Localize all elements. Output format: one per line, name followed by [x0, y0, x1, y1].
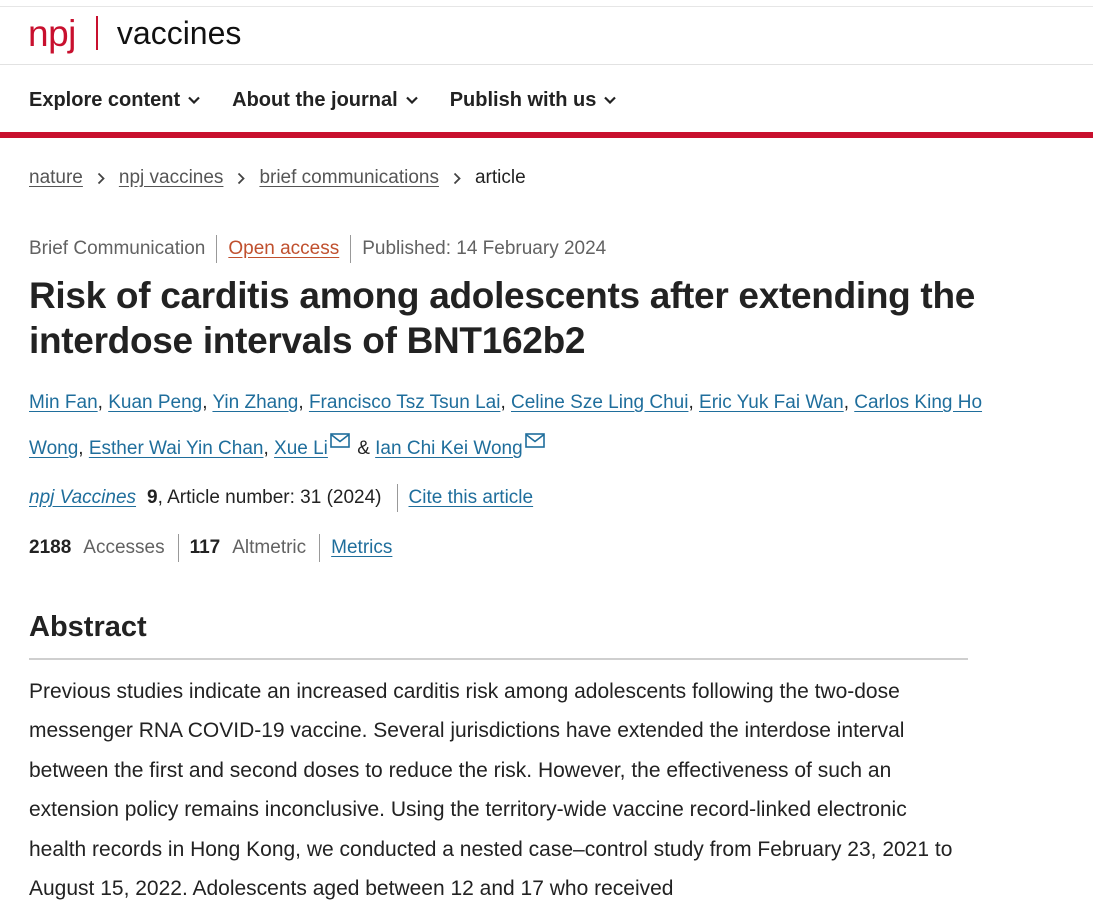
published-date: Published: 14 February 2024 [362, 238, 607, 259]
logo-npj: npj [28, 12, 76, 54]
accesses-label: Accesses [83, 537, 165, 558]
breadcrumb-nature[interactable]: nature [29, 167, 83, 188]
author-link[interactable]: Celine Sze Ling Chui [511, 392, 689, 413]
author-link[interactable]: Xue Li [274, 438, 328, 459]
cite-this-article-link[interactable]: Cite this article [408, 487, 534, 508]
chevron-down-icon [604, 96, 616, 104]
journal-logo[interactable] [28, 8, 241, 58]
breadcrumb-brief-communications[interactable]: brief communications [259, 167, 439, 188]
journal-link[interactable]: npj Vaccines [29, 487, 137, 508]
author-link[interactable]: Francisco Tsz Tsun Lai [308, 392, 501, 413]
nav-label: About the journal [232, 88, 398, 111]
breadcrumb-current: article [474, 167, 526, 188]
chevron-right-icon [97, 172, 105, 185]
breadcrumb-npj-vaccines[interactable]: npj vaccines [118, 167, 224, 188]
header-divider [0, 64, 1093, 65]
abstract-text: Previous studies indicate an increased carditis risk among adolescents following the two-dose messenger RNA COVID-19 vaccine. Several jurisdictions have extended the interdose interval between the first and second doses to reduce the risk. However, the effectiveness of such an extension policy remains inconclusive. Using the territory-wide vaccine record-linked electronic health records in Hong Kong, we conducted a nested case–control study from February 23, 2021 to August 15, 2022. Adolescents aged between 12 and 17 who received [29, 680, 953, 901]
meta-divider [216, 235, 217, 263]
article-title: Risk of carditis among adolescents after extending the interdose intervals of BNT162b2 [29, 275, 976, 361]
abstract-divider [29, 658, 968, 660]
nav-publish-with-us[interactable] [450, 89, 617, 112]
abstract-heading: Abstract [29, 611, 147, 643]
main-nav [29, 86, 648, 114]
metrics-divider [178, 534, 179, 562]
open-access-link[interactable]: Open access [228, 238, 340, 259]
logo-divider [96, 16, 98, 50]
article-number: , Article number: 31 (2024) [157, 487, 382, 508]
chevron-right-icon [453, 172, 461, 185]
author-link[interactable]: Esther Wai Yin Chan [88, 438, 264, 459]
chevron-right-icon [237, 172, 245, 185]
citation-line [29, 484, 533, 512]
author-link[interactable]: Eric Yuk Fai Wan [699, 392, 844, 413]
breadcrumb [29, 165, 526, 191]
nav-explore-content[interactable] [29, 89, 200, 112]
metrics-divider [319, 534, 320, 562]
nav-label: Publish with us [449, 88, 597, 111]
nav-label: Explore content [29, 88, 181, 111]
browser-top-strip [0, 0, 1093, 7]
citation-divider [397, 484, 398, 512]
header-accent-bar [0, 132, 1093, 138]
volume-number: 9 [147, 487, 158, 508]
author-link[interactable]: Yin Zhang [212, 392, 299, 413]
author-link[interactable]: Carlos King Ho Wong [29, 392, 983, 459]
author-link[interactable]: Ian Chi Kei Wong [375, 438, 523, 459]
chevron-down-icon [406, 96, 418, 104]
author-list: Min Fan, Kuan Peng, Yin Zhang, Francisco Tsz Tsun Lai, Celine Sze Ling Chui, Eric Yuk Fai Wan, Carlos King Ho Wong, Esther Wai Yin Chan, Xue Li & Ian Chi Kei Wong [29, 383, 989, 469]
article-type: Brief Communication [29, 238, 206, 259]
article-metrics [29, 534, 392, 562]
mail-icon[interactable] [525, 423, 545, 463]
author-conjunction: & [357, 438, 370, 459]
nav-about-journal[interactable] [232, 89, 418, 112]
metrics-link[interactable]: Metrics [331, 537, 393, 558]
altmetric-label: Altmetric [232, 537, 307, 558]
author-link[interactable]: Min Fan [29, 392, 98, 413]
author-link[interactable]: Kuan Peng [108, 392, 203, 413]
altmetric-score: 117 [189, 537, 221, 558]
meta-divider [350, 235, 351, 263]
article-meta [29, 235, 606, 263]
logo-journal-name: vaccines [116, 15, 242, 51]
accesses-count: 2188 [29, 537, 72, 558]
mail-icon[interactable] [330, 423, 350, 463]
chevron-down-icon [188, 96, 200, 104]
